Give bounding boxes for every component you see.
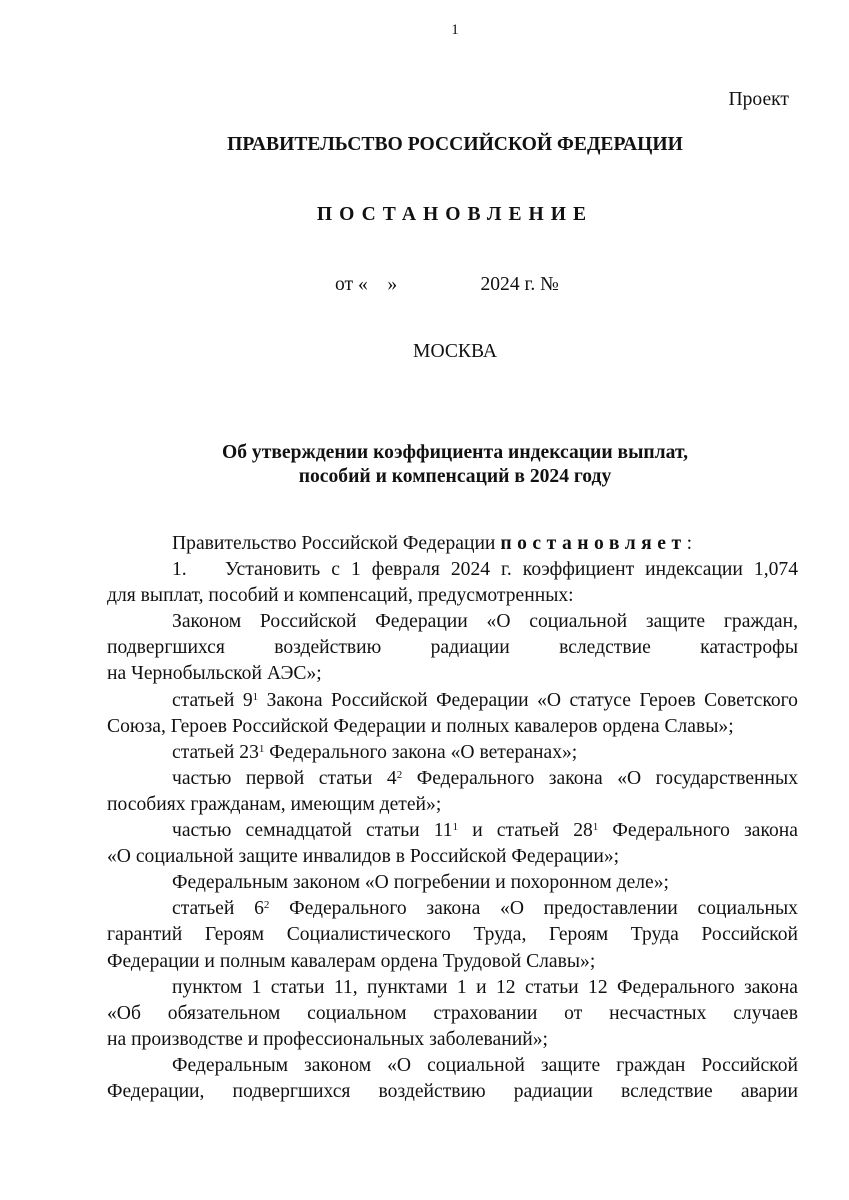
text-segment: Федерации и полным кавалерам ордена Трудовой Славы»;: [107, 950, 596, 972]
government-title: ПРАВИТЕЛЬСТВО РОССИЙСКОЙ ФЕДЕРАЦИИ: [227, 134, 683, 155]
document-body: [107, 531, 798, 1105]
text-line: [107, 583, 798, 609]
text-segment: для выплат, пособий и компенсаций, предусмотренных:: [107, 585, 574, 607]
text-line: [107, 870, 798, 896]
text-segment: Правительство Российской Федерации: [172, 533, 501, 554]
text-segment: Союза, Героев Российской Федерации и полных кавалеров ордена Славы»;: [107, 715, 734, 737]
text-segment: гарантий Героям Социалистического Труда, Героям Труда Российской: [107, 924, 798, 946]
superscript: 1: [452, 821, 459, 834]
text-line: [107, 740, 798, 766]
heading-line: пособий и компенсаций в 2024 году: [298, 466, 612, 487]
superscript: 2: [263, 899, 270, 912]
text-line: [107, 896, 798, 922]
text-segment: Закона Российской Федерации «О статусе Героев Советского: [258, 689, 798, 711]
page-number: 1: [451, 22, 459, 38]
text-line: [107, 661, 798, 687]
text-line: [107, 1079, 798, 1105]
text-segment: пунктом 1 статьи 11, пунктами 1 и 12 статьи 12 Федерального закона: [172, 976, 798, 998]
decree-title: ПОСТАНОВЛЕНИЕ: [316, 204, 594, 225]
superscript: 1: [258, 742, 265, 755]
text-line: [107, 1027, 798, 1053]
text-line: [107, 688, 798, 714]
superscript: 1: [592, 821, 599, 834]
text-line: [107, 557, 798, 583]
text-line: [107, 766, 798, 792]
text-segment: статьей 9: [172, 689, 253, 711]
text-line: [107, 818, 798, 844]
text-line: [107, 949, 798, 975]
text-segment: Федеральным законом «О погребении и похоронном деле»;: [172, 872, 669, 894]
text-line: [107, 922, 798, 948]
text-line: [107, 609, 798, 635]
text-segment: пособиях гражданам, имеющим детей»;: [107, 793, 442, 815]
text-segment: «О социальной защите инвалидов в Российской Федерации»;: [107, 846, 620, 868]
text-line: [107, 635, 798, 661]
city: МОСКВА: [413, 341, 497, 362]
text-segment: Законом Российской Федерации «О социальной защите граждан,: [172, 611, 798, 633]
date-line: от « » 2024 г. №: [335, 274, 559, 295]
text-line: [107, 531, 798, 557]
text-line: [107, 844, 798, 870]
text-segment: Федерального закона: [598, 820, 798, 842]
text-line: [107, 1001, 798, 1027]
draft-label: Проект: [728, 89, 789, 110]
text-segment: Федерального закона «О государственных: [402, 767, 798, 789]
superscript: 2: [396, 768, 403, 781]
text-segment: статьей 6: [172, 898, 264, 920]
document-heading: [0, 441, 849, 489]
text-line: [107, 1053, 798, 1079]
text-segment: частью семнадцатой статьи 11: [172, 820, 453, 842]
text-segment: на производстве и профессиональных заболеваний»;: [107, 1028, 548, 1050]
item-number: 1.: [172, 559, 187, 581]
text-segment: Федерации, подвергшихся воздействию радиации вследствие аварии: [107, 1080, 798, 1102]
text-segment: «Об обязательном социальном страховании от несчастных случаев: [107, 1002, 798, 1024]
text-line: [107, 792, 798, 818]
text-segment: на Чернобыльской АЭС»;: [107, 663, 322, 685]
text-line: [107, 975, 798, 1001]
heading-line: Об утверждении коэффициента индексации выплат,: [221, 442, 689, 463]
text-segment: Установить с 1 февраля 2024 г. коэффициент индексации 1,074: [225, 559, 798, 581]
text-segment: Федеральным законом «О социальной защите граждан Российской: [172, 1054, 798, 1076]
text-segment: статьей 23: [172, 741, 259, 763]
text-segment: :: [686, 533, 693, 554]
text-segment: подвергшихся воздействию радиации вследствие катастрофы: [107, 637, 798, 659]
text-segment: постановляет: [500, 533, 687, 554]
text-segment: частью первой статьи 4: [172, 767, 397, 789]
text-segment: Федерального закона «О ветеранах»;: [264, 741, 578, 763]
text-line: [107, 714, 798, 740]
superscript: 1: [252, 690, 259, 703]
text-segment: и статьей 28: [458, 820, 593, 842]
text-segment: Федерального закона «О предоставлении социальных: [269, 898, 798, 920]
